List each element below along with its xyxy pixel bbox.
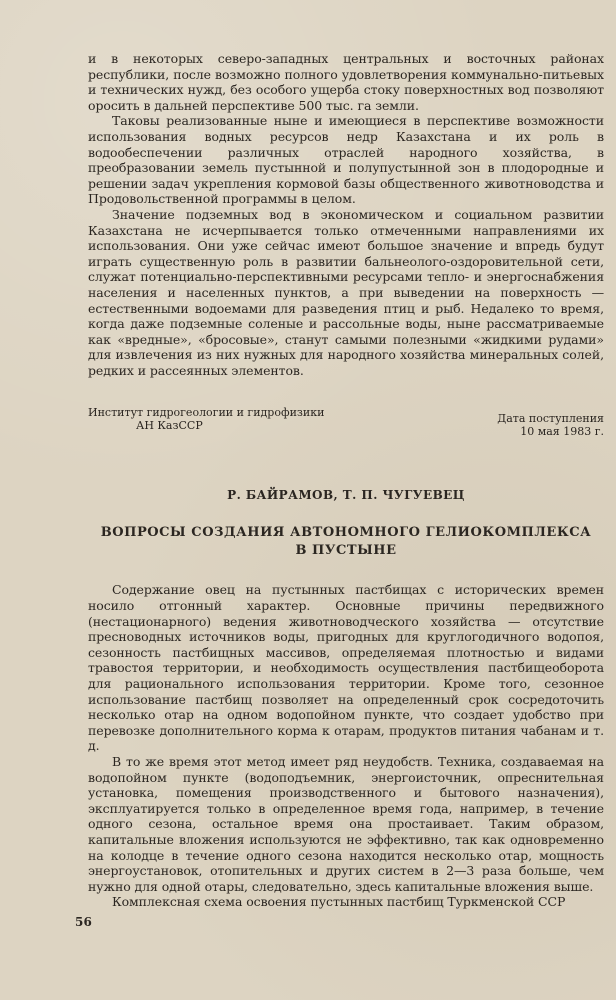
paragraph: Таковы реализованные ныне и имеющиеся в перспективе возможности использования водных ресурсов недр Казахстана и их роль в водообеспечении различных отраслей народного хозяйства, в преобразовании земель пустынной и полупустынной зон в плодородные и решении задач укрепления кормовой базы общественного животноводства и Продовольственной программы в целом. [88,113,604,207]
top-text-block [88,51,604,378]
article-authors: Р. БАЙРАМОВ, Т. П. ЧУГУЕВЕЦ [227,488,465,503]
receipt-date [434,406,604,444]
paragraph: Содержание овец на пустынных пастбищах с исторических времен носило отгонный характер. Основные причины передвижного (нестационарного) ведения животноводческого хозяйства — отсутствие пресноводных источников воды, пригодных для круглогодичного водопоя, сезонность пастбищных массивов, определяемая плотностью и видами травостоя территории, и необходимость осуществления пастбищеоборота для рационального использования территории. Кроме того, сезонное использование пастбищ позволяет на определенный срок сосредоточить несколько отар на одном водопойном пункте, что создает удобство при перевозке дополнительного корма к отарам, продуктов питания чабанам и т. д. [88,582,604,754]
date-line: 10 мая 1983 г. [520,425,604,439]
institute-line: Институт гидрогеологии и гидрофизики [88,406,325,420]
paragraph: Значение подземных вод в экономическом и социальном развитии Казахстана не исчерпывается только отмеченными направлениями их использования. Они уже сейчас имеют большое значение и впредь будут играть существенную роль в развитии бальнеолого-оздоровительной сети, служат потенциально-перспективными ресурсами тепло- и энергоснабжения населения и населенных пунктов, а при выведении на поверхность — естественными водоемами для разведения птиц и рыб. Недалеко то время, когда даже подземные соленые и рассольные воды, ныне рассматриваемые как «вредные», «бросовые», станут самыми полезными «жидкими рудами» для извлечения из них нужных для народного хозяйства минеральных солей, редких и рассеянных элементов. [88,206,604,378]
article-text-block [88,582,604,909]
institute-line: АН КазССР [136,419,203,433]
paragraph: Комплексная схема освоения пустынных пастбищ Туркменской ССР [112,894,566,910]
article-metadata [88,406,604,444]
page-number: 56 [75,915,93,929]
paragraph: В то же время этот метод имеет ряд неудобств. Техника, создаваемая на водопойном пункте (водоподъемник, энергоисточник, опреснительная установка, помещения производственного и бытового назначения), эксплуатируется только в определенное время года, например, в течение одного сезона, остальное время она простаивает. Таким образом, капитальные вложения используются не эффективно, так как одновременно на колодце в течение одного сезона находится несколько отар, мощность энергоустановок, отопительных и других систем в 2—3 раза больше, чем нужно для одной отары, следовательно, здесь капитальные вложения выше. [88,754,604,894]
date-line: Дата поступления [497,412,604,426]
article-title [88,524,604,560]
institute-info [88,406,338,444]
title-line: В ПУСТЫНЕ [295,543,397,559]
title-line: ВОПРОСЫ СОЗДАНИЯ АВТОНОМНОГО ГЕЛИОКОМПЛЕКСА [100,525,592,541]
paragraph: и в некоторых северо-западных центральных и восточных районах республики, после возможно полного удовлетворения коммунально-питьевых и технических нужд, без особого ущерба стоку поверхностных вод позволяют оросить в дальней перспективе 500 тыс. га земли. [88,51,604,113]
